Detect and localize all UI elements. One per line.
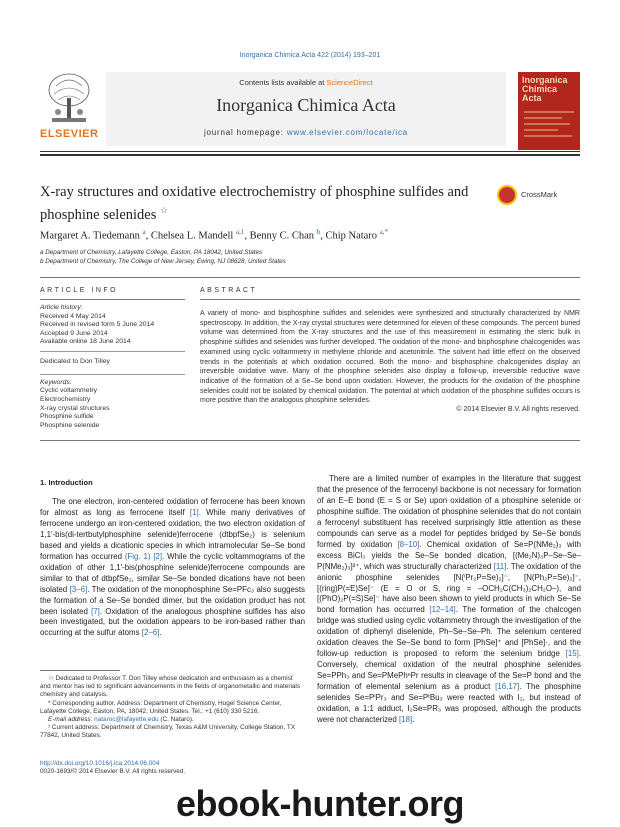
abstract xyxy=(200,287,580,413)
dedication: Dedicated to Don Tilley xyxy=(40,357,110,365)
citation-link[interactable]: [18] xyxy=(399,714,413,724)
citation-link[interactable]: (Fig. 1) xyxy=(124,551,151,561)
keyword: Phosphine selenide xyxy=(40,421,100,429)
abstract-text: A variety of mono- and bisphosphine sulfides and selenides were synthesized and structurally characterized by NMR spectroscopy. In addition, the X-ray crystal structures were determined for eleven of these compounds. The percent buried volume was determined from the X-ray structures and the use of this measurement in estimating the steric bulk in phosphine sulfides and selenides was further developed. The oxidation of the mono- and bisphosphine chalcogenides was examined using cyclic voltammetry in methylene chloride and acetonitrile. The solvent had little effect on the observed trends in the potentials at which oxidation occurred. Both the mono- and bisphosphine chalcogenides display an irreversible oxidative wave. Many of the phosphine selenides also display a follow-up, irreversible reductive wave indicative of the formation of a Se–Se bond upon oxidation. However, the products for the oxidation of the phosphine selenides could not be isolated by chemical oxidation. The potential at which oxidation of the phosphine sulfides occurs is more positive than the analogous phosphine selenides. xyxy=(200,310,580,405)
cover-art xyxy=(522,106,576,146)
contents-prefix: Contents lists available at xyxy=(239,78,327,87)
intro-heading: 1. Introduction xyxy=(40,478,93,487)
journal-title: Inorganica Chimica Acta xyxy=(216,95,396,115)
abstract-heading: ABSTRACT xyxy=(200,287,258,294)
crossmark-label: CrossMark xyxy=(521,190,558,199)
contents-line xyxy=(106,78,506,87)
email-line xyxy=(40,716,305,724)
email-link[interactable]: nataroc@lafayette.edu xyxy=(94,716,159,724)
journal-banner xyxy=(106,72,506,146)
history-item: Received in revised form 5 June 2014 xyxy=(40,321,155,329)
info-divider xyxy=(40,351,185,352)
journal-cover[interactable] xyxy=(518,72,580,150)
doi-block xyxy=(40,760,305,776)
footnotes xyxy=(40,675,305,741)
keyword: Electrochemistry xyxy=(40,395,91,403)
article-info xyxy=(40,287,185,430)
intro-paragraph-1 xyxy=(40,497,305,639)
keywords xyxy=(40,379,185,431)
elsevier-logo[interactable] xyxy=(40,72,98,142)
affiliation-a: a Department of Chemistry, Lafayette College, Easton, PA 18042, United States xyxy=(40,249,263,256)
citation-link[interactable]: [12–14] xyxy=(429,605,456,615)
citation-link[interactable]: [2–6] xyxy=(141,628,160,638)
author-affiliation-mark[interactable]: a,* xyxy=(379,228,389,236)
citation-link[interactable]: [7] xyxy=(91,606,100,616)
citation-link[interactable]: [11] xyxy=(493,561,507,571)
publisher-name: ELSEVIER xyxy=(40,128,99,140)
body-text: . Conversely, chemical oxidation of the neutral phosphine selenides Se=PPh₃ and Se=PMePhⁿPr results in cleavage of the Se=P bond and the formation of elemental selenium as a product xyxy=(317,649,581,692)
issn-line: 0020-1693/© 2014 Elsevier B.V. All rights reserved. xyxy=(40,768,186,776)
abstract-rule xyxy=(200,299,580,300)
current-address-note: ¹ Current address: Department of Chemistry, Texas A&M University, College Station, TX 77842, United States. xyxy=(40,724,296,740)
author-name: Chip Nataro xyxy=(325,230,378,242)
keyword: X-ray crystal structures xyxy=(40,404,110,412)
citation-link[interactable]: [16,17] xyxy=(495,682,520,692)
cover-title: Inorganica Chimica Acta xyxy=(522,75,568,103)
title-footnote-mark[interactable]: ☆ xyxy=(160,205,169,215)
corresponding-author-note: * Corresponding author. Address: Department of Chemistry, Hugel Science Center, Lafayette College, Easton, PA, 18042, United States. Tel.: +1 (610) 330 5216. xyxy=(40,699,282,715)
body-text: . xyxy=(159,628,162,638)
author-affiliation-mark[interactable]: a,1 xyxy=(235,228,245,236)
author-affiliation-mark[interactable]: a xyxy=(142,228,146,236)
footnote-rule xyxy=(40,670,120,671)
email-label: E-mail address: xyxy=(48,716,95,724)
article-info-heading: ARTICLE INFO xyxy=(40,287,119,294)
keywords-label: Keywords: xyxy=(40,378,72,386)
homepage-prefix: journal homepage: xyxy=(203,128,287,137)
doi-link[interactable]: http://dx.doi.org/10.1016/j.ica.2014.06.004 xyxy=(40,760,160,767)
keyword: Cyclic voltammetry xyxy=(40,387,98,395)
article-history xyxy=(40,304,185,347)
info-divider xyxy=(40,374,185,375)
body-text: . xyxy=(412,714,415,724)
crossmark-icon xyxy=(497,185,517,205)
author-affiliation-mark[interactable]: b xyxy=(316,228,321,236)
dedication-footnote: ☆ Dedicated to Professor T. Don Tilley whose dedication and enthusiasm as a chemist and mentor has led to significant advancements in the fields of organometallic and materials chemistry and catalysis. xyxy=(40,675,301,699)
homepage-link[interactable]: www.elsevier.com/locate/ica xyxy=(286,128,409,137)
article-title-text: X-ray structures and oxidative electrochemistry of phosphine sulfides and phosphine selenides xyxy=(40,184,469,223)
watermark-text: ebook-hunter.org xyxy=(176,783,464,824)
email-suffix: (C. Nataro). xyxy=(158,716,194,724)
body-right-column xyxy=(317,474,581,726)
history-label: Article history: xyxy=(40,304,83,311)
history-item: Received 4 May 2014 xyxy=(40,312,106,320)
keyword: Phosphine sulfide xyxy=(40,413,94,421)
citation-link[interactable]: [8–10] xyxy=(397,539,420,549)
body-text: . The oxidation of the anionic phosphine selenides [N(ⁱPr₂P=Se)₂]⁻, [N(Ph₂P=Se)₂]⁻, [(ring)P(=E)Se]⁻ (E = O or S, ring = –OCH₂C(CH₃)₂CH₂O–), and [(PhO)₂P(=S)Se]⁻ have also been shown to yield products in which Se–Se bond formation has occurred xyxy=(317,561,581,615)
history-item: Accepted 9 June 2014 xyxy=(40,329,108,337)
article-title xyxy=(40,183,480,224)
journal-homepage xyxy=(106,128,506,137)
affil-rule xyxy=(40,277,580,278)
author-name: Margaret A. Tiedemann xyxy=(40,230,140,242)
body-text: The one electron, iron-centered oxidation of ferrocene has been known for almost as long as ferrocene itself xyxy=(40,497,305,517)
header-rule xyxy=(40,151,580,152)
header-rule-thick xyxy=(40,154,580,156)
body-left-column xyxy=(40,478,305,639)
author-list: Margaret A. Tiedemann $^a$, Chelsea L. Mandell $^{a,1}$, Benny C. Chan $^b$, Chip Nataro $^{a,*}$ xyxy=(40,228,389,242)
body-text: . Chemical oxidation of Se=P(NMe₂)₃ with excess BiCl₃ yields the Se–Se bonded dication, [(Me₂N)₃P–Se–Se–P(NMe₂)₃]²⁺, which was structurally characterized xyxy=(317,539,581,571)
abstract-copyright: © 2014 Elsevier B.V. All rights reserved. xyxy=(456,406,580,414)
body-text: . The formation of the chalcogen bridge was studied using cyclic voltammetry through the investigation of the oxidation of diphenyl diselenide, Ph–Se–Se–Ph. The selenium centered oxidation cleaves the Se–Se bond to form [PhSe]⁺ and [PhSe]·, and the follow-up reduction is proposed to reform the selenium bridge xyxy=(317,605,581,659)
history-item: Available online 18 June 2014 xyxy=(40,338,131,346)
journal-header xyxy=(40,72,580,152)
affiliation-b: b Department of Chemistry, The College of New Jersey, Ewing, NJ 08628, United States xyxy=(40,258,286,265)
watermark xyxy=(176,783,620,827)
citation-link[interactable]: [1] xyxy=(189,507,199,517)
body-text: . While many derivatives of ferrocene undergo an iron-centered oxidation, the two electron oxidation of 1,1′-bis(di-tertbutylphosphine selenide)ferrocene (dtbpfSe₂) is selenium based and yields a dicationic species in which intramolecular Se–Se bond formation has occurred xyxy=(40,507,305,561)
author-name: Chelsea L. Mandell xyxy=(150,230,234,242)
body-text: . The oxidation of the monophosphine Se=PFc₃ also suggests the formation of a Se–Se bonded dimer, but the oxidation product has not been isolated xyxy=(40,584,305,616)
sciencedirect-link[interactable]: ScienceDirect xyxy=(326,78,373,87)
journal-reference[interactable]: Inorganica Chimica Acta 422 (2014) 193–201 xyxy=(239,52,381,59)
body-text: . While the cyclic voltammograms of the oxidation of other 1,1′-bis(phosphine selenide)ferrocene compounds are similar to that of dtbpfSe₂, similar Se–Se bonded dications have not been isolated xyxy=(40,551,305,594)
citation-link[interactable]: [15] xyxy=(565,649,579,659)
body-text: . The phosphine selenides Se=PⁱPr₃ and Se=PᵗBu₃ were reacted with I₂, but instead of oxidation, a 1:1 adduct, I₂Se=PR₃ was proposed, although the products were not characterized xyxy=(317,682,581,724)
article-info-rule xyxy=(40,299,185,300)
elsevier-tree-icon xyxy=(46,72,92,124)
crossmark-badge[interactable] xyxy=(497,185,587,209)
citation-link[interactable]: [3–6] xyxy=(69,584,88,594)
abstract-bottom-rule xyxy=(40,440,580,441)
body-text: There are a limited number of examples in the literature that suggest that the presence of the ferrocenyl backbone is not necessary for formation of an E–E bond (E = S or Se) upon oxidation of a phosphine selenide or phosphine sulfide. The oxidation of phosphine selenides that do not contain a ferrocenyl substituent has received surprisingly little attention as these compounds can serve as a model for peptides bridged by Se–Se bonds formed by oxidation xyxy=(317,474,581,549)
intro-paragraph-2 xyxy=(317,474,581,726)
citation-link[interactable]: [2] xyxy=(153,551,163,561)
author-name: Benny C. Chan xyxy=(249,230,315,242)
body-text: . Oxidation of the analogous phosphine sulfides has also been investigated, but the oxidation appears to be iron-based rather than occurring at the sulfur atoms xyxy=(40,606,305,638)
